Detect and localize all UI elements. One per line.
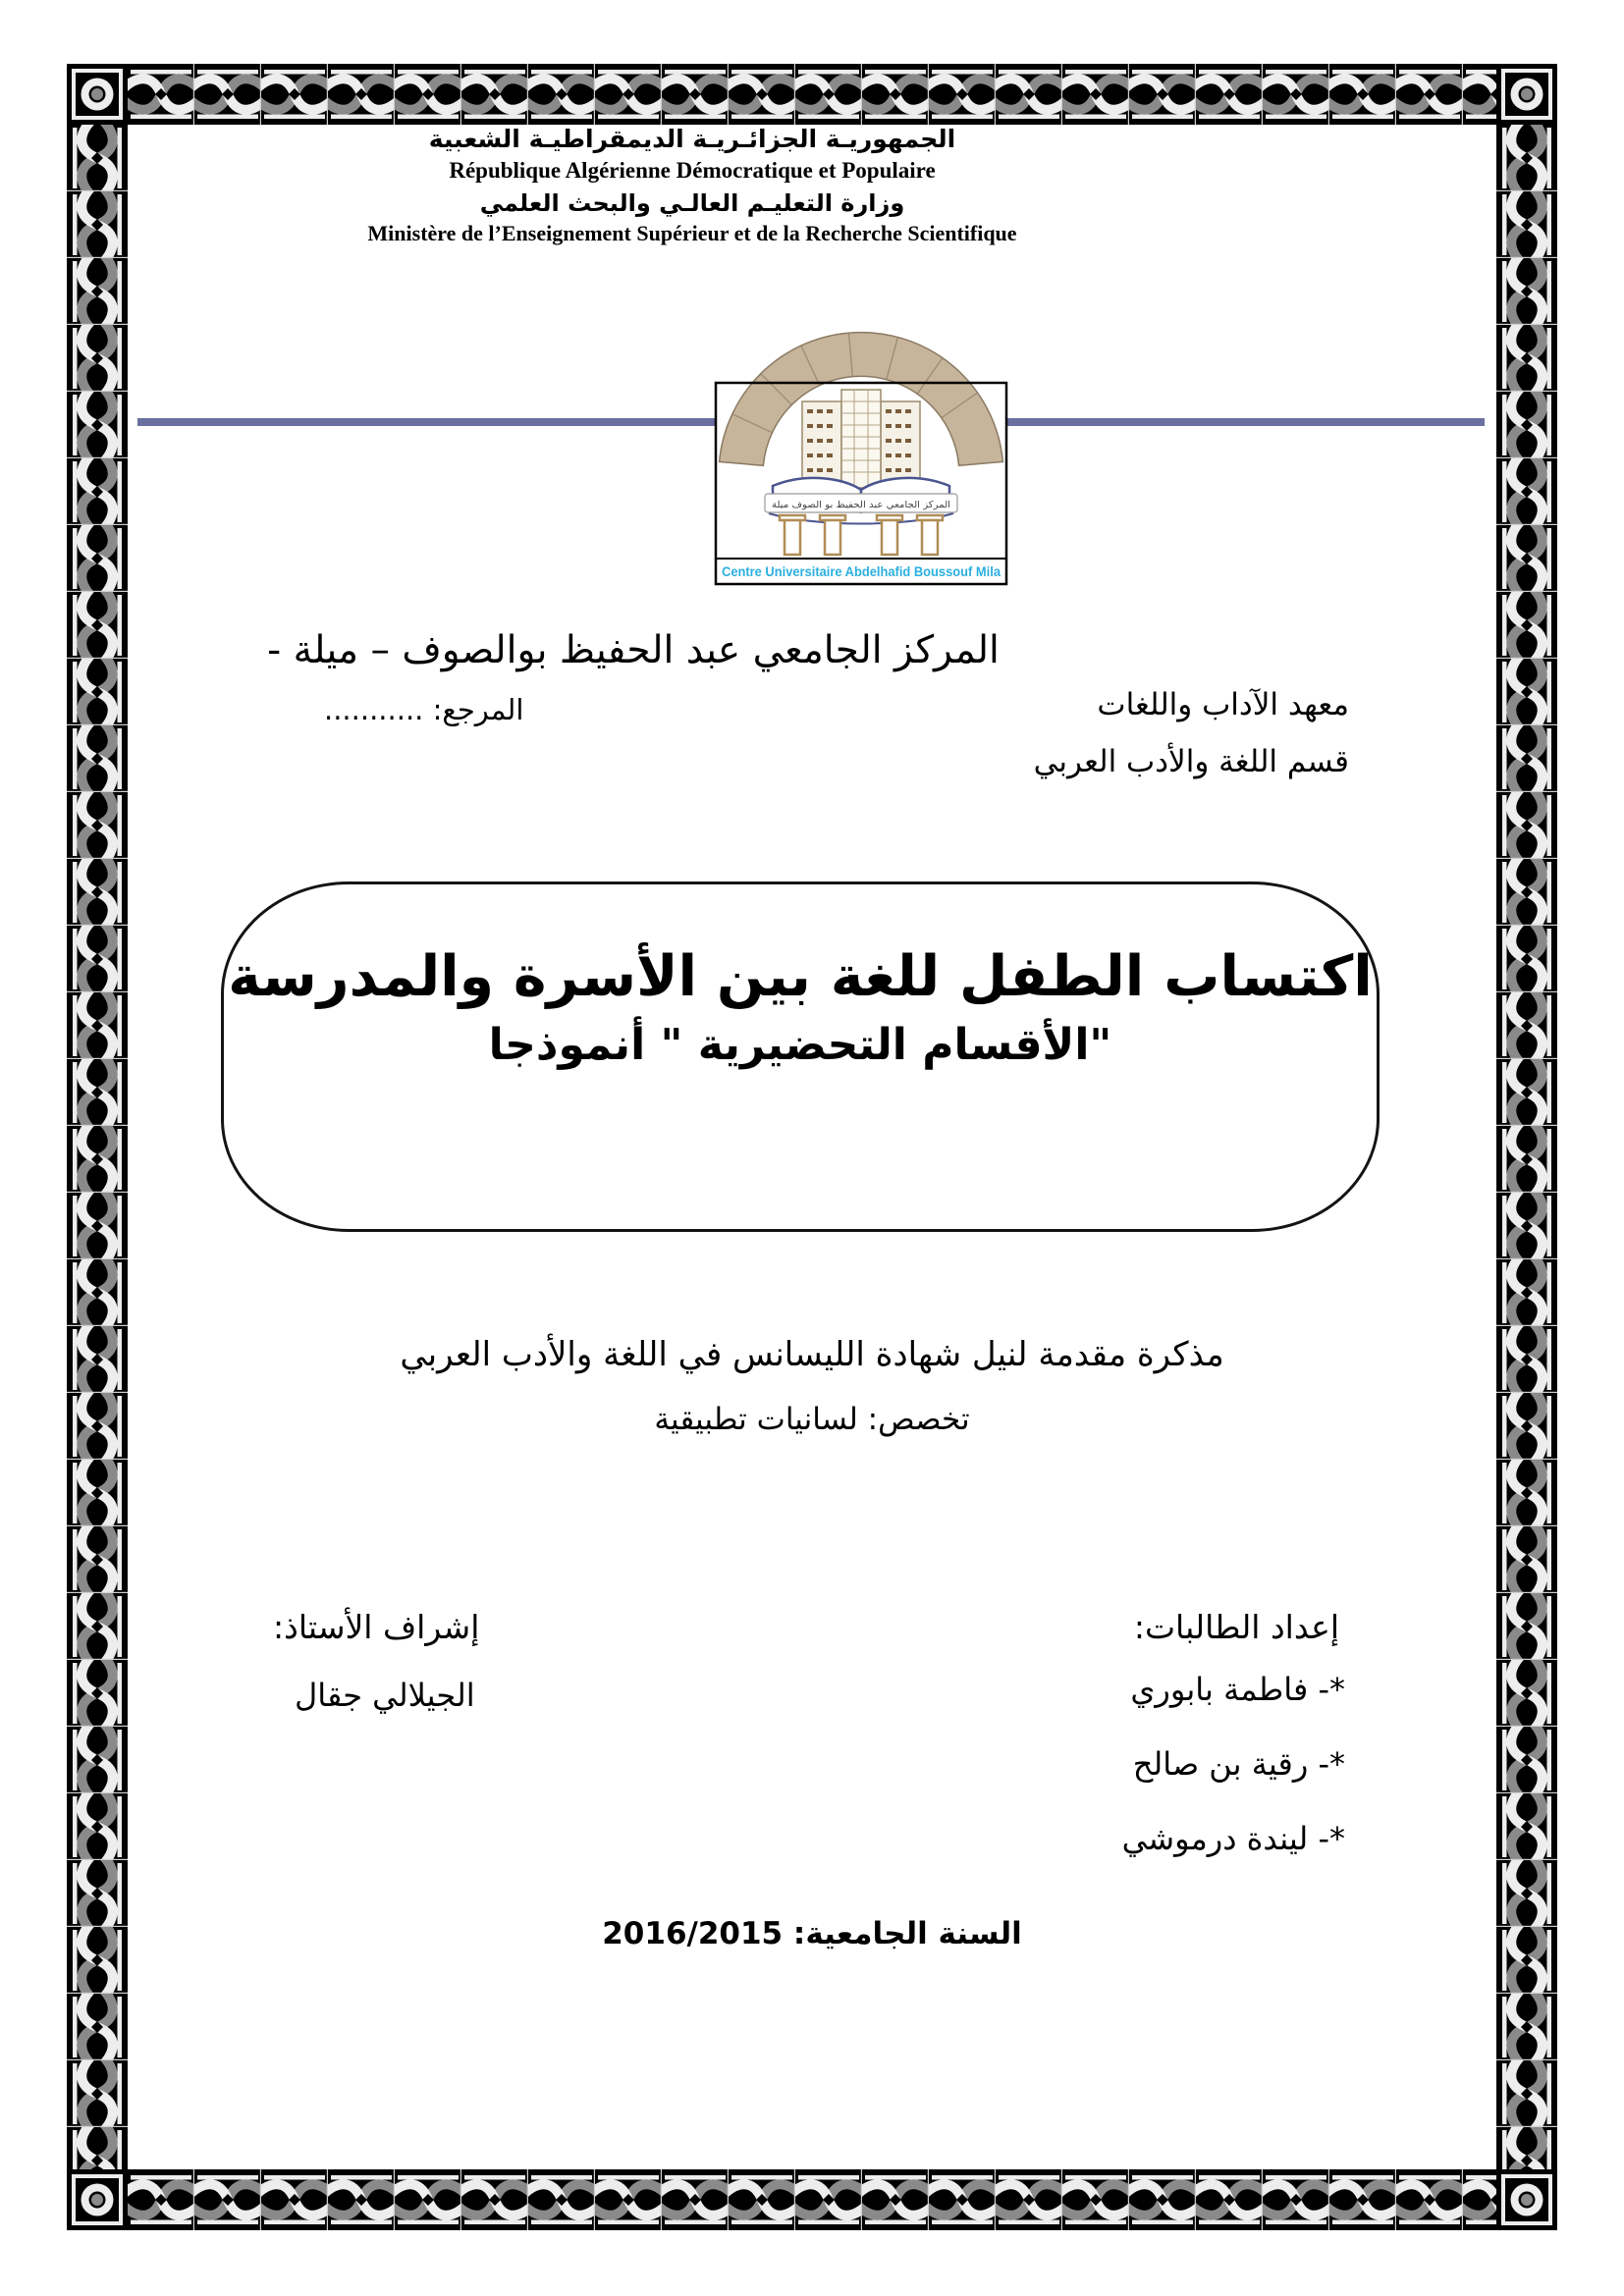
border-corner-bottom-left-icon xyxy=(67,2169,128,2230)
students-heading: إعداد الطالبات: xyxy=(1133,1608,1339,1646)
logo-banner xyxy=(765,494,957,512)
thesis-title-subtitle: "الأقسام التحضيرية " أنموذجا xyxy=(488,1019,1112,1070)
republic-title-fr: République Algérienne Démocratique et Populaire xyxy=(449,157,936,183)
supervisor-name: الجيلالي جقال xyxy=(295,1677,475,1714)
ministry-title-ar: وزارة التعليـم العالـي والبحث العلمي xyxy=(479,189,905,218)
border-corner-bottom-right-icon xyxy=(1496,2169,1557,2230)
border-top-band xyxy=(128,64,1496,125)
logo-banner-text: المركز الجامعي عبد الحفيظ بو الصوف ميلة xyxy=(772,500,950,510)
supervisor-heading: إشراف الأستاذ: xyxy=(273,1608,480,1646)
institute-line: معهد الآداب واللغات xyxy=(1097,687,1349,722)
border-right-band xyxy=(1496,125,1557,2169)
header-block xyxy=(128,124,1257,247)
university-name-line: المركز الجامعي عبد الحفيظ بوالصوف – ميلة - xyxy=(267,628,1000,672)
ministry-title-fr: Ministère de l’Enseignement Supérieur et de la Recherche Scientifique xyxy=(367,220,1017,245)
student-name-1: *- فاطمة بابوري xyxy=(1130,1671,1345,1708)
reference-line: المرجع: ........... xyxy=(324,693,524,726)
border-bottom-band xyxy=(128,2169,1496,2230)
student-name-3: *- ليندة درموشي xyxy=(1121,1820,1345,1857)
department-line: قسم اللغة والأدب العربي xyxy=(1033,744,1349,779)
republic-title-ar: الجمهوريـة الجزائـريـة الديمقراطيـة الشعبية xyxy=(428,125,956,153)
memo-description-line: مذكرة مقدمة لنيل شهادة الليسانس في اللغة والأدب العربي xyxy=(400,1335,1224,1374)
university-logo xyxy=(708,327,1014,592)
logo-caption-text: Centre Universitaire Abdelhafid Boussouf Mila xyxy=(722,564,1001,579)
thesis-title-main: اكتساب الطفل للغة بين الأسرة والمدرسة xyxy=(228,944,1373,1009)
academic-year-line: السنة الجامعية: 2016/2015 xyxy=(602,1916,1022,1951)
student-name-2: *- رقية بن صالح xyxy=(1132,1745,1345,1783)
border-corner-top-right-icon xyxy=(1496,64,1557,125)
memo-specialty-line: تخصص: لسانيات تطبيقية xyxy=(654,1402,970,1437)
border-left-band xyxy=(67,125,128,2169)
logo-building-icon xyxy=(802,390,920,488)
border-corner-top-left-icon xyxy=(67,64,128,125)
thesis-title-box xyxy=(221,881,1380,1232)
